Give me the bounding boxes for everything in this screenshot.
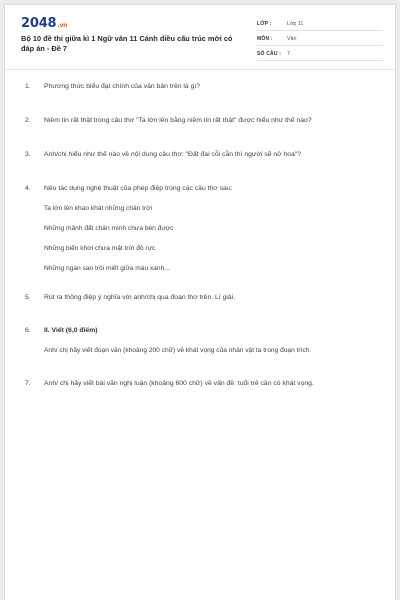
document-header <box>5 5 395 65</box>
question-text: Rút ra thông điệp ý nghĩa với anh/chị qua đoạn thơ trên. Lí giải. <box>44 294 236 301</box>
meta-value-class: Lớp 11 <box>287 21 304 27</box>
poem-line: Những ngàn sao trôi miết giữa màu xanh... <box>44 265 170 272</box>
meta-row-class <box>257 19 383 31</box>
question-5 <box>5 294 395 306</box>
question-text: Nêu tác dụng nghệ thuật của phép điệp trong các câu thơ sau: <box>44 185 233 192</box>
question-number: 4. <box>25 185 31 192</box>
site-logo[interactable] <box>21 16 67 31</box>
question-number: 1. <box>25 83 31 90</box>
poem-line: Ta lớn lên khao khát những chân trời <box>44 205 153 212</box>
question-number: 2. <box>25 117 31 124</box>
logo-suffix-text: .vn <box>57 22 68 29</box>
question-text: Anh/ chị hãy viết bài văn nghị luận (khoảng 600 chữ) về vấn đề: tuổi trẻ cần có khát vọng. <box>44 380 314 387</box>
question-text: Niềm tin rất thật trong câu thơ "Ta lớn lên bằng niềm tin rất thật" được hiểu như thế nào? <box>44 117 312 124</box>
question-3 <box>5 151 395 163</box>
meta-label-subject: MÔN : <box>257 36 273 42</box>
question-4 <box>5 185 395 197</box>
question-7 <box>5 380 395 392</box>
question-2 <box>5 117 395 129</box>
logo-main-text: 2048 <box>21 16 57 31</box>
document-title: Bộ 10 đề thi giữa kì 1 Ngữ văn 11 Cánh diều cấu trúc mới có đáp án - Đề 7 <box>21 34 233 53</box>
question-number: 7. <box>25 380 31 387</box>
question-6 <box>5 327 395 339</box>
meta-label-question-count: SỐ CÂU : <box>257 51 282 57</box>
question-number: 5. <box>25 294 31 301</box>
poem-line: Những biển khơi chưa mặt trời đỏ rực <box>44 245 156 252</box>
document-page <box>4 4 396 600</box>
meta-value-subject: Văn <box>287 36 297 42</box>
meta-row-subject <box>257 34 383 46</box>
section-heading-writing: II. Viết (6,0 điểm) <box>44 327 98 334</box>
meta-label-class: LỚP : <box>257 21 272 27</box>
question-number: 6. <box>25 327 31 334</box>
meta-value-question-count: 7 <box>287 51 290 57</box>
question-6-prompt: Anh/ chị hãy viết đoạn văn (khoảng 200 chữ) về khát vọng của nhân vật ta trong đoạn trích. <box>44 347 312 354</box>
meta-row-question-count <box>257 49 383 61</box>
header-divider <box>5 69 395 70</box>
question-text: Phương thức biểu đạt chính của văn bản trên là gì? <box>44 83 201 90</box>
poem-line: Những mảnh đất chân mình chưa bén được <box>44 225 174 232</box>
question-1 <box>5 83 395 95</box>
question-text: Anh/chị hiểu như thế nào về nội dung câu thơ: "Đất đai cỗi cằn thì người sẽ nở hoa"? <box>44 151 302 158</box>
question-number: 3. <box>25 151 31 158</box>
